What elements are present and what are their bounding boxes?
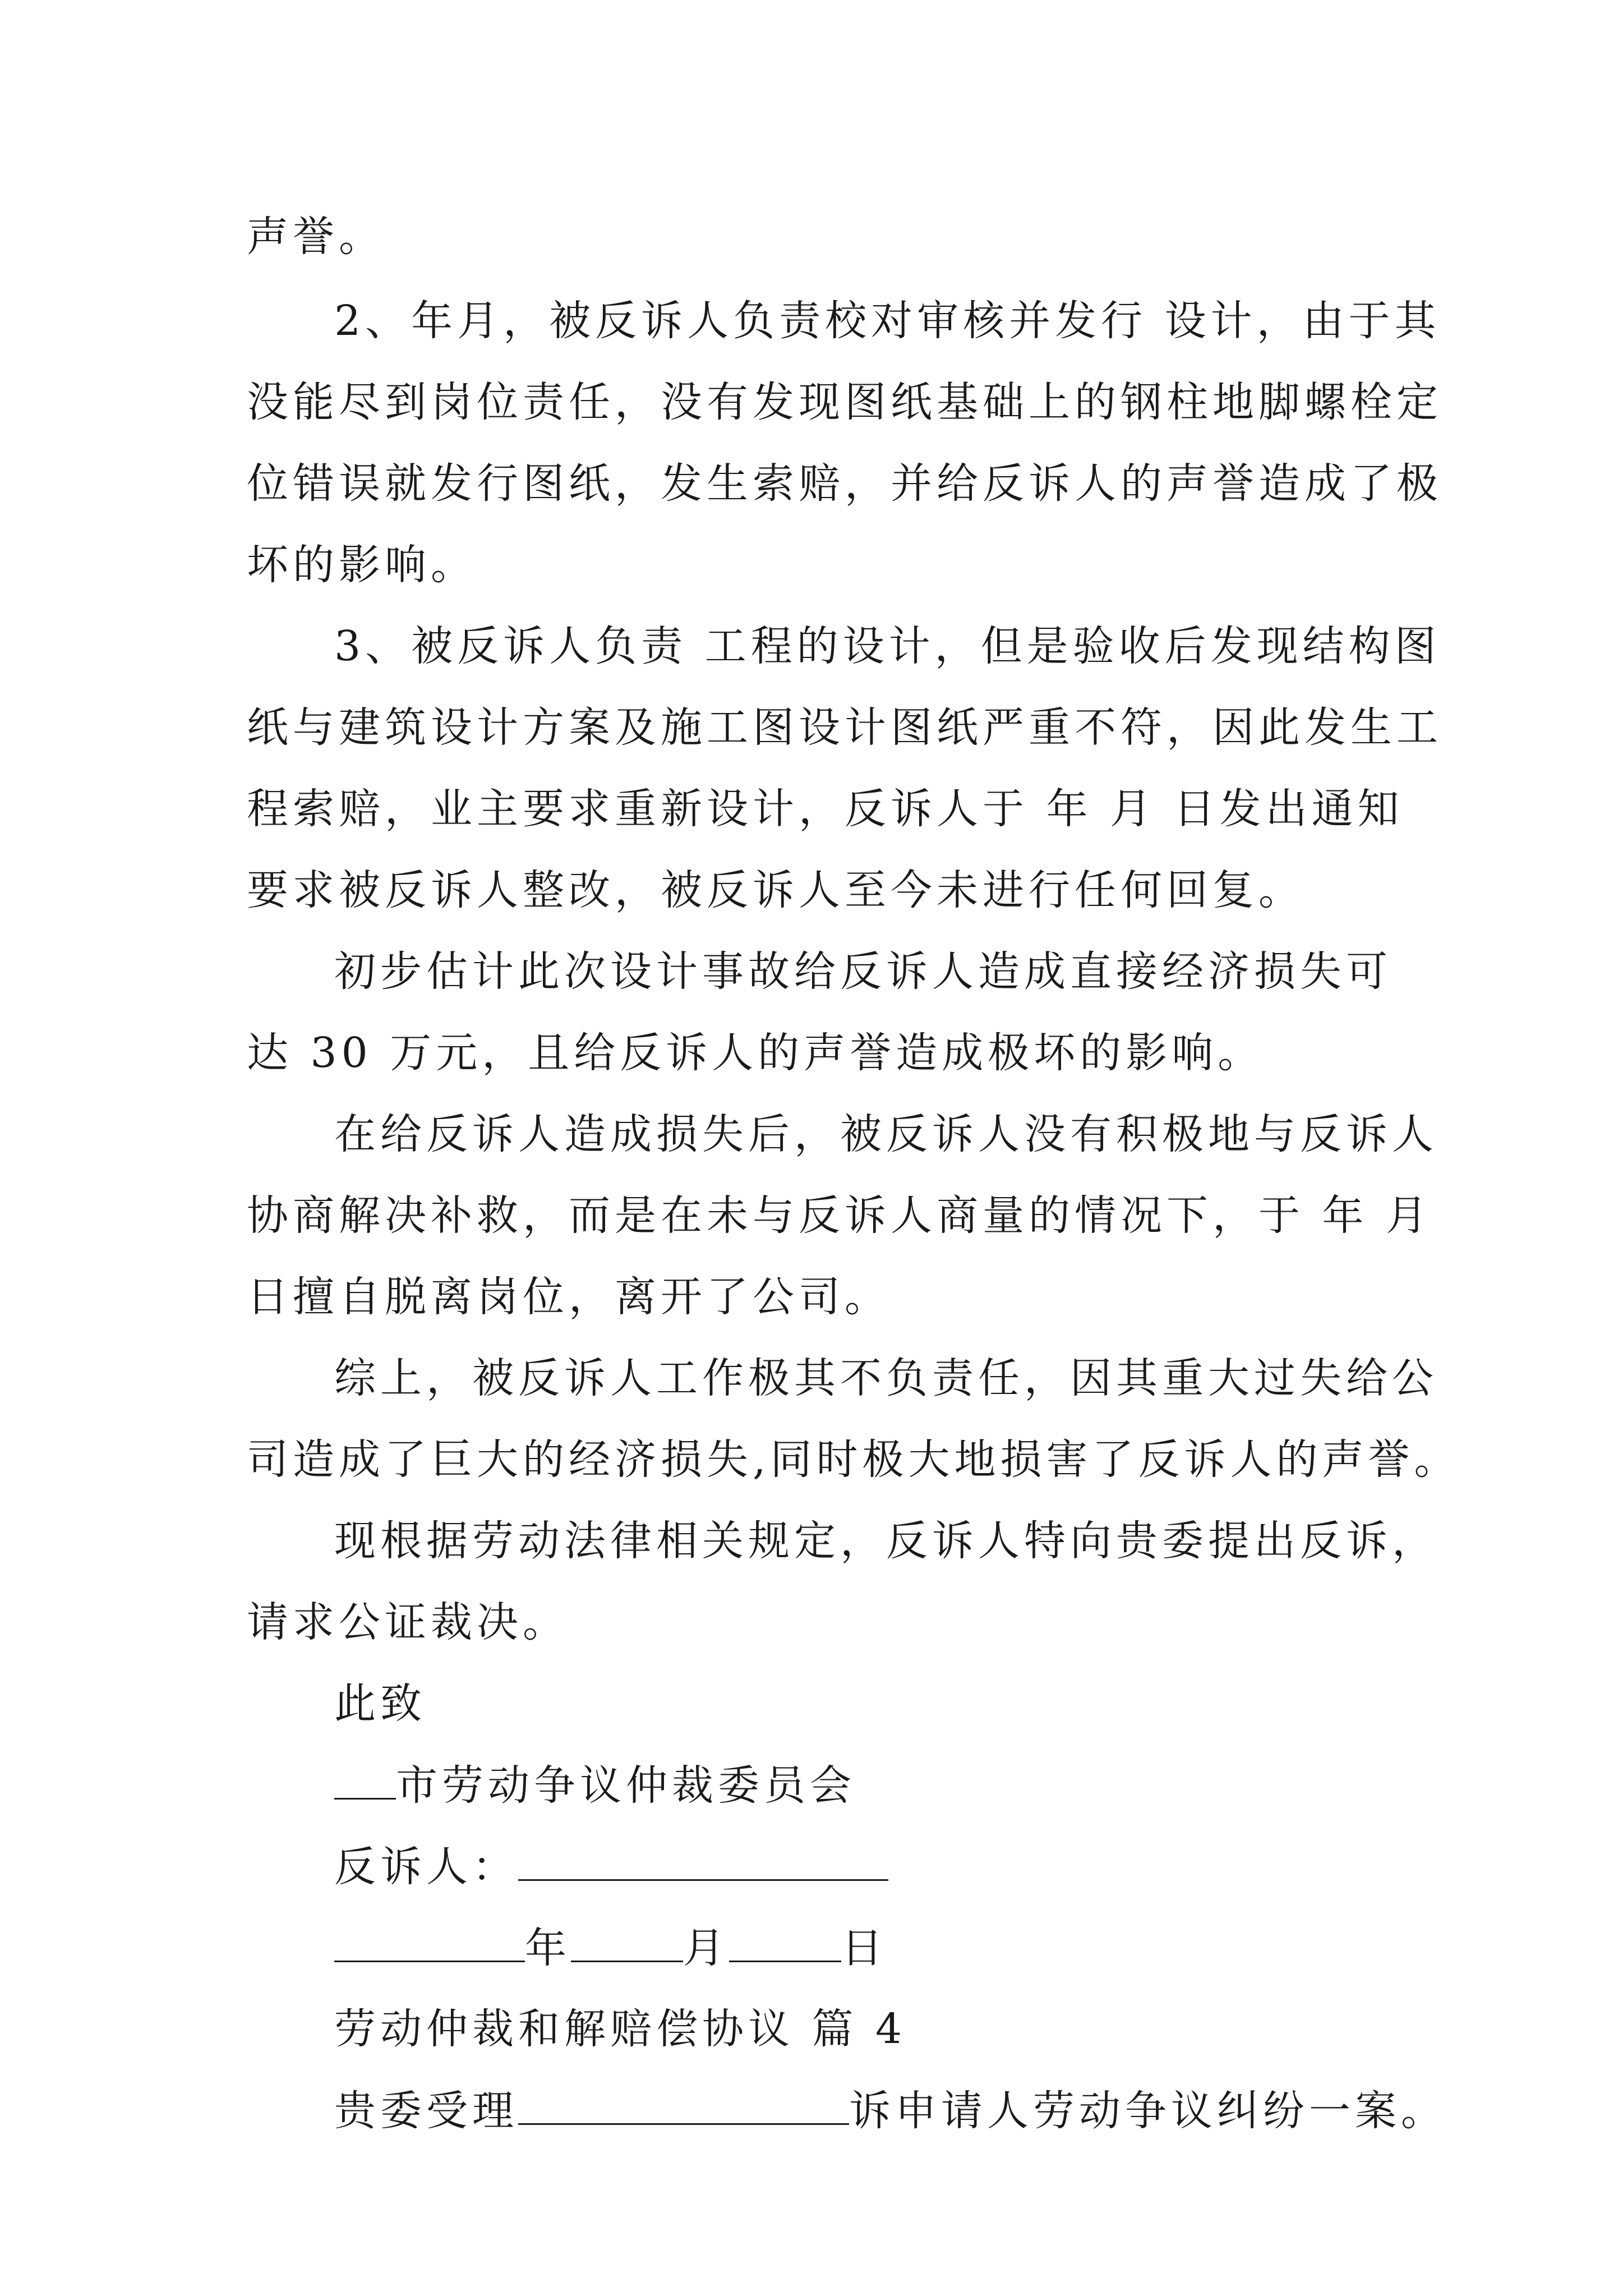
paragraph-line: 没能尽到岗位责任，没有发现图纸基础上的钢柱地脚螺栓定: [247, 378, 1442, 426]
last-line-blank: [518, 2090, 849, 2125]
paragraph-line: 现根据劳动法律相关规定，反诉人特向贵委提出反诉，: [334, 1517, 1438, 1565]
counterclaimant-blank: [518, 1846, 888, 1881]
day-blank: [729, 1927, 841, 1962]
paragraph-line: 综上，被反诉人工作极其不负责任，因其重大过失给公: [334, 1354, 1438, 1402]
paragraph-line: 3、被反诉人负责 工程的设计，但是验收后发现结构图: [334, 622, 1441, 670]
month-blank: [571, 1927, 683, 1962]
paragraph-line: 坏的影响。: [247, 541, 477, 589]
paragraph-line: 司造成了巨大的经济损失,同时极大地损害了反诉人的声誉。: [247, 1435, 1460, 1484]
last-line-suffix: 诉申请人劳动争议纠纷一案。: [849, 2087, 1447, 2135]
last-line: [334, 2087, 1447, 2135]
date-line: [334, 1924, 887, 1972]
paragraph-line: 位错误就发行图纸，发生索赔，并给反诉人的声誉造成了极: [247, 459, 1442, 508]
paragraph-line: 初步估计此次设计事故给反诉人造成直接经济损失可: [334, 947, 1392, 996]
paragraph-line: 达 30 万元，且给反诉人的声誉造成极坏的影响。: [247, 1029, 1264, 1077]
paragraph-line: 在给反诉人造成损失后，被反诉人没有积极地与反诉人: [334, 1110, 1438, 1158]
section-title: 劳动仲裁和解赔偿协议 篇 4: [334, 2005, 907, 2053]
paragraph-line: 程索赔，业主要求重新设计，反诉人于 年 月 日发出通知: [247, 785, 1404, 833]
salutation: 此致: [334, 1680, 426, 1728]
counterclaimant-label: 反诉人：: [334, 1843, 518, 1891]
year-blank: [334, 1927, 525, 1962]
paragraph-line: 要求被反诉人整改，被反诉人至今未进行任何回复。: [247, 866, 1304, 914]
committee-line: [334, 1761, 856, 1810]
paragraph-line: 日擅自脱离岗位，离开了公司。: [247, 1273, 891, 1321]
committee-name: 市劳动争议仲裁委员会: [396, 1761, 856, 1810]
date-day: 日: [841, 1924, 887, 1972]
last-line-prefix: 贵委受理: [334, 2087, 518, 2135]
committee-blank: [334, 1764, 396, 1800]
date-year: 年: [525, 1924, 571, 1972]
paragraph-line: 纸与建筑设计方案及施工图设计图纸严重不符，因此发生工: [247, 703, 1442, 752]
paragraph-line: 2、年月，被反诉人负责校对审核并发行 设计，由于其: [334, 297, 1441, 345]
date-month: 月: [683, 1924, 729, 1972]
paragraph-line: 协商解决补救，而是在未与反诉人商量的情况下，于 年 月: [247, 1191, 1432, 1240]
counterclaimant-line: [334, 1843, 888, 1891]
paragraph-line: 请求公证裁决。: [247, 1598, 569, 1646]
paragraph-line: 声誉。: [247, 213, 385, 261]
